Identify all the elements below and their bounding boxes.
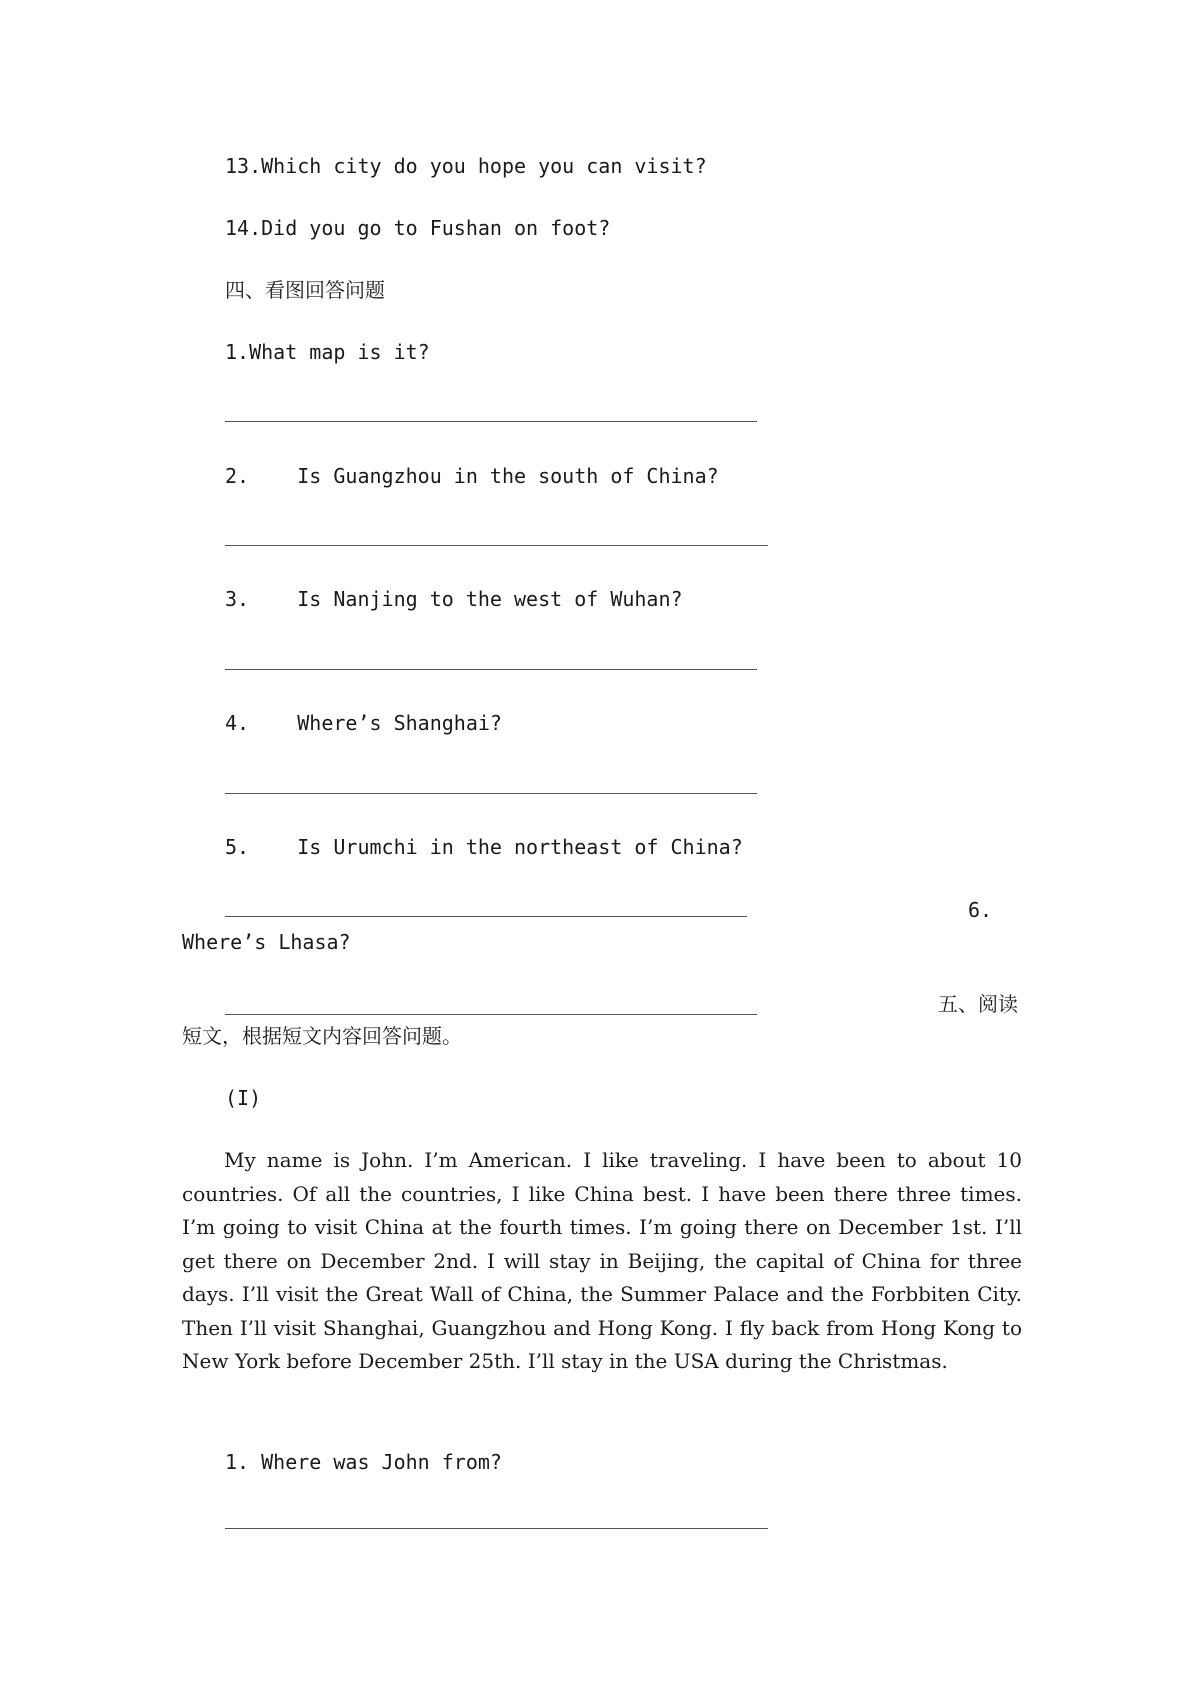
answer-line-1[interactable]	[225, 421, 757, 422]
answer-line-2[interactable]	[225, 545, 768, 546]
map-question-6-number: 6.	[968, 898, 993, 922]
map-question-4: 4. Where’s Shanghai?	[225, 711, 502, 735]
map-question-1: 1.What map is it?	[225, 340, 430, 364]
section-4-title: 四、看图回答问题	[225, 278, 385, 302]
question-14: 14.Did you go to Fushan on foot?	[225, 216, 611, 240]
section-5-title-part1: 五、阅读	[938, 992, 1018, 1016]
map-question-5: 5. Is Urumchi in the northeast of China?	[225, 835, 743, 859]
reading-passage: My name is John. I’m American. I like traveling. I have been to about 10 countries. Of all the countries, I like China best. I have been there three times. I’m going to visit China at the fourth times. I’m going there on December 1st. I’ll get there on December 2nd. I will stay in Beijing, the capital of China for three days. I’ll visit the Great Wall of China, the Summer Palace and the Forbbiten City. Then I’ll visit Shanghai, Guangzhou and Hong Kong. I fly back from Hong Kong to New York before December 25th. I’ll stay in the USA during the Christmas.	[182, 1148, 1022, 1373]
map-question-2: 2. Is Guangzhou in the south of China?	[225, 464, 719, 488]
reading-question-1: 1. Where was John from?	[225, 1450, 502, 1474]
answer-line-3[interactable]	[225, 669, 757, 670]
map-question-3: 3. Is Nanjing to the west of Wuhan?	[225, 587, 683, 611]
passage-label: (I)	[225, 1086, 262, 1110]
answer-line-6[interactable]	[225, 1014, 757, 1015]
map-question-6-text: Where’s Lhasa?	[182, 930, 351, 954]
answer-line-4[interactable]	[225, 793, 757, 794]
answer-line-5[interactable]	[225, 916, 747, 917]
question-13: 13.Which city do you hope you can visit?	[225, 154, 707, 178]
reading-answer-line-1[interactable]	[225, 1528, 768, 1529]
section-5-title-part2: 短文，根据短文内容回答问题。	[182, 1024, 462, 1048]
